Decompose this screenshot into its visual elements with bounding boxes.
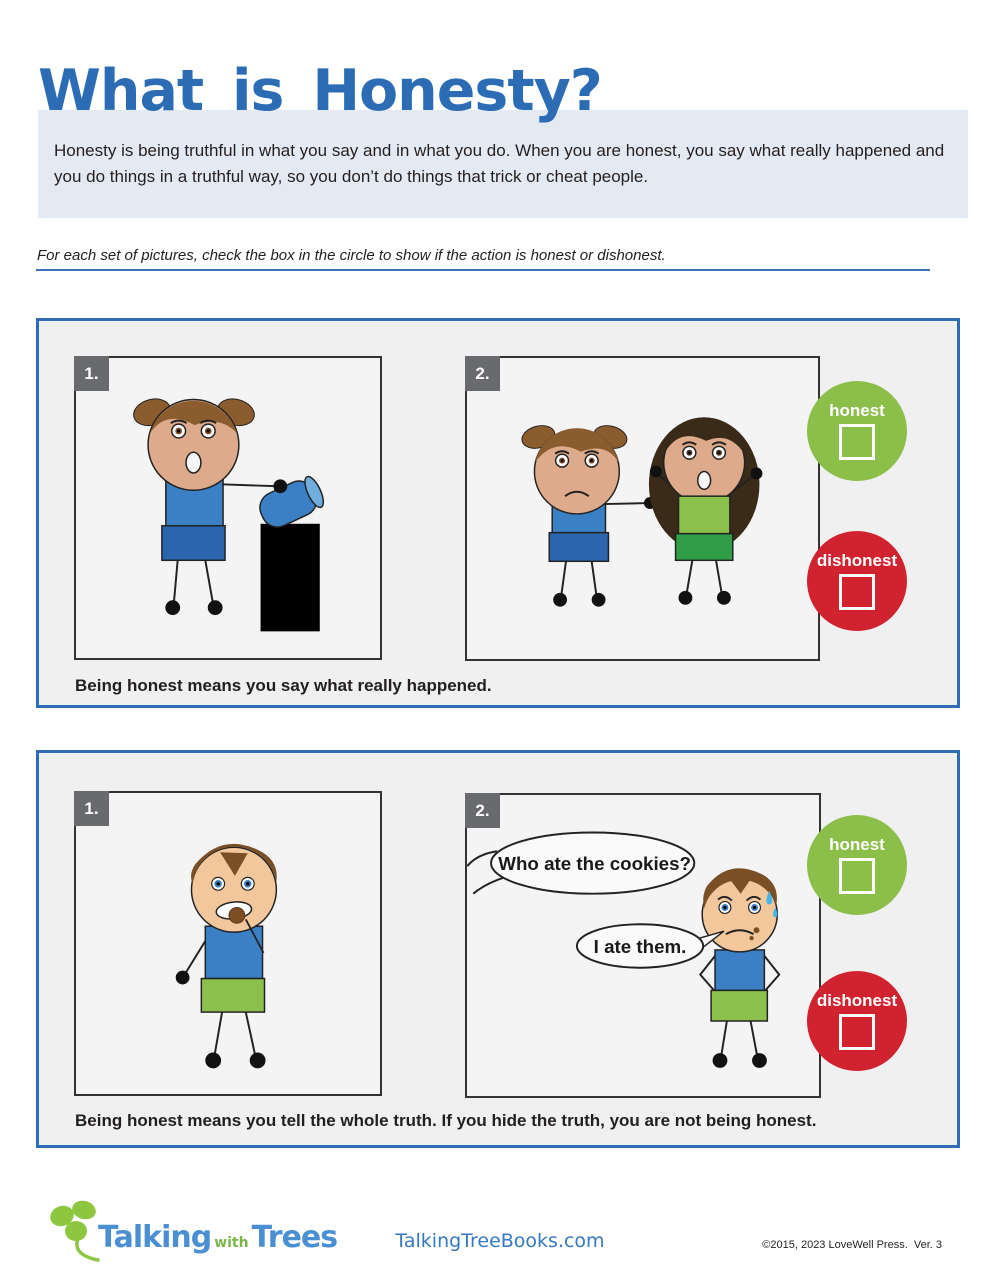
girl-surprised: [649, 417, 762, 605]
intro-text: Honesty is being truthful in what you say and in what you do. When you are honest, you say what really happened and you do things in a truthful way, so you don’t do things that trick or cheat people.: [54, 141, 945, 186]
dishonest-choice[interactable]: [807, 971, 907, 1071]
speech-bubble-answer: [577, 924, 724, 967]
honest-choice[interactable]: [807, 381, 907, 481]
exercise-section-1: [36, 318, 960, 708]
dishonest-checkbox[interactable]: [839, 574, 875, 610]
honest-label: honest: [829, 835, 885, 854]
picture-box-1-2: [465, 356, 820, 661]
drawing-boy-eating-cookie: [76, 793, 380, 1094]
dishonest-choice[interactable]: [807, 531, 907, 631]
dishonest-label: dishonest: [816, 991, 898, 1010]
picture-number-tag: 2.: [465, 356, 500, 391]
logo-wordmark: Talking with Trees: [98, 1220, 338, 1255]
talking-with-trees-logo: [46, 1200, 346, 1270]
section-caption: Being honest means you say what really happened.: [75, 676, 492, 695]
picture-box-2-1: [74, 791, 382, 1096]
instruction-text: For each set of pictures, check the box in the circle to show if the action is honest or dishonest.: [37, 247, 666, 264]
exercise-section-2: [36, 750, 960, 1148]
drawing-boy-confessing: [467, 795, 819, 1096]
drawing-girl-knocked-vase: [76, 358, 380, 658]
cookie: [229, 907, 245, 923]
website-link[interactable]: TalkingTreeBooks.com: [395, 1230, 605, 1252]
pedestal: [261, 524, 320, 632]
svg-text:I ate them.: I ate them.: [593, 935, 687, 957]
boy-figure: [700, 868, 779, 1068]
honest-checkbox[interactable]: [839, 858, 875, 894]
intro-box: [38, 110, 968, 218]
picture-number-tag: 1.: [74, 356, 109, 391]
honest-label: honest: [829, 401, 885, 420]
svg-text:Who ate the cookies?: Who ate the cookies?: [498, 853, 692, 875]
divider-line: [36, 269, 930, 271]
picture-box-2-2: [465, 793, 821, 1098]
dishonest-checkbox[interactable]: [839, 1014, 875, 1050]
page-title: What is Honesty?: [38, 58, 602, 124]
boy-figure: [176, 844, 277, 1068]
hand-dot: [273, 479, 287, 493]
girl-telling: [519, 422, 655, 607]
dishonest-label: dishonest: [816, 551, 898, 570]
copyright-text: ©2015, 2023 LoveWell Press. Ver. 3: [762, 1239, 942, 1251]
speech-bubble-question: [467, 833, 694, 894]
honest-choice[interactable]: [807, 815, 907, 915]
knocked-vase: [255, 473, 328, 532]
picture-box-1-1: [74, 356, 382, 660]
picture-number-tag: 2.: [465, 793, 500, 828]
section-caption: Being honest means you tell the whole truth. If you hide the truth, you are not being honest.: [75, 1111, 817, 1130]
honest-checkbox[interactable]: [839, 424, 875, 460]
picture-number-tag: 1.: [74, 791, 109, 826]
drawing-two-girls: [467, 358, 818, 659]
